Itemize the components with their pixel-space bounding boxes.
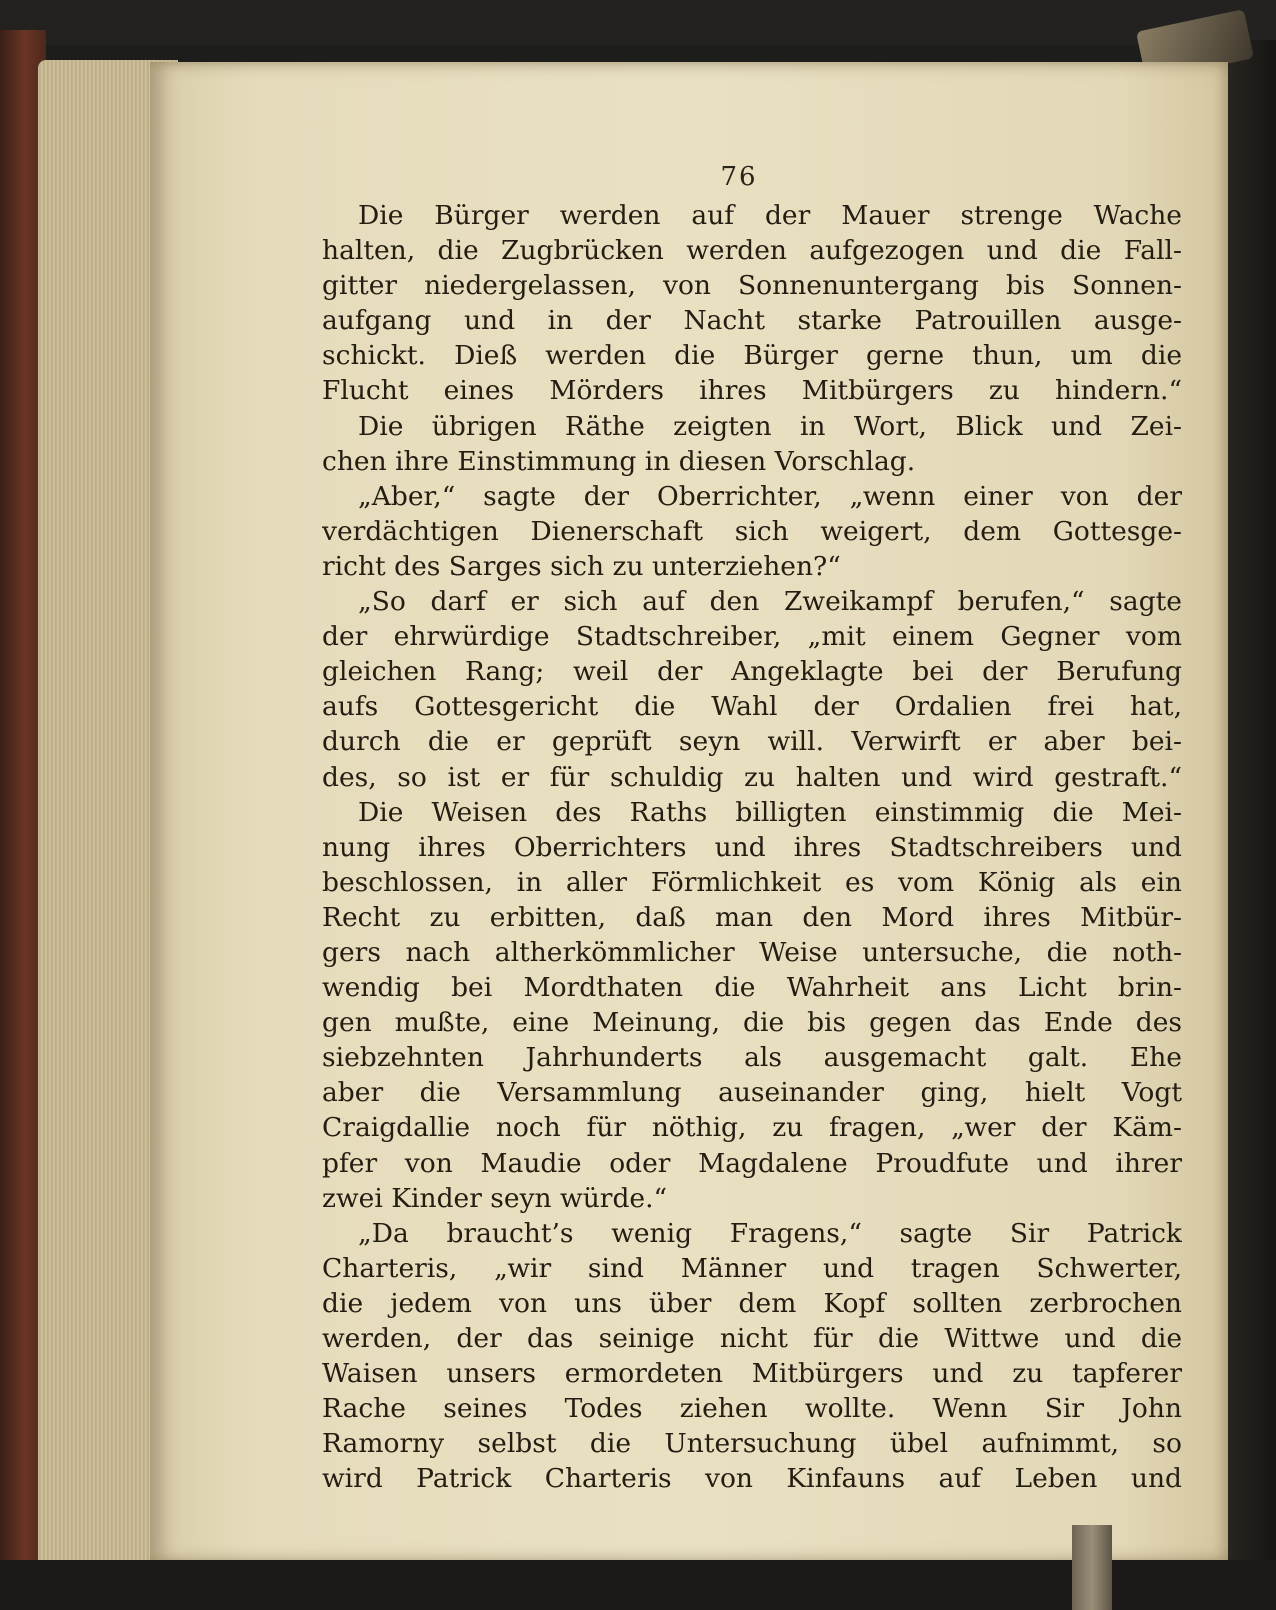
text-line: gleichen Rang; weil der Angeklagte bei der Berufung xyxy=(322,656,1182,688)
text-line: Recht zu erbitten, daß man den Mord ihres Mitbür- xyxy=(322,901,1182,933)
text-line: gitter niedergelassen, von Sonnenuntergang bis Sonnen- xyxy=(322,270,1182,302)
text-line: Die Bürger werden auf der Mauer strenge Wache xyxy=(358,200,1182,231)
text-line: schickt. Dieß werden die Bürger gerne thun, um die xyxy=(322,340,1182,372)
text-line: „Da braucht’s wenig Fragens,“ sagte Sir Patrick xyxy=(358,1217,1182,1249)
book-cover-right xyxy=(1224,40,1276,1610)
text-line: chen ihre Einstimmung in diesen Vorschlag. xyxy=(322,445,916,477)
text-line: wendig bei Mordthaten die Wahrheit ans Licht brin- xyxy=(322,972,1182,1004)
text-line: halten, die Zugbrücken werden aufgezogen und die Fall- xyxy=(322,235,1182,267)
text-line: Rache seines Todes ziehen wollte. Wenn Sir John xyxy=(322,1393,1182,1425)
bookmark-ribbon-bottom xyxy=(1072,1525,1112,1610)
text-line: Craigdallie noch für nöthig, zu fragen, „wer der Käm- xyxy=(322,1112,1182,1144)
book-cover-top xyxy=(0,0,1276,45)
text-line: die jedem von uns über dem Kopf sollten zerbrochen xyxy=(322,1287,1182,1319)
text-line: verdächtigen Dienerschaft sich weigert, dem Gottesge- xyxy=(322,515,1182,547)
page-number: 76 xyxy=(720,162,758,192)
text-line: Die übrigen Räthe zeigten in Wort, Blick und Zei- xyxy=(358,410,1182,442)
text-line: nung ihres Oberrichters und ihres Stadtschreibers und xyxy=(322,831,1182,863)
text-line: richt des Sarges sich zu unterziehen?“ xyxy=(322,550,841,582)
text-line: der ehrwürdige Stadtschreiber, „mit einem Gegner vom xyxy=(322,621,1182,653)
text-line: pfer von Maudie oder Magdalene Proudfute und ihrer xyxy=(322,1147,1182,1179)
text-line: aufgang und in der Nacht starke Patrouillen ausge- xyxy=(322,305,1182,337)
text-line: Ramorny selbst die Untersuchung übel aufnimmt, so xyxy=(322,1428,1182,1460)
text-line: Charteris, „wir sind Männer und tragen Schwerter, xyxy=(322,1252,1182,1284)
text-line: Flucht eines Mörders ihres Mitbürgers zu hindern.“ xyxy=(322,375,1182,407)
text-line: wird Patrick Charteris von Kinfauns auf Leben und xyxy=(322,1463,1182,1495)
text-line: Waisen unsers ermordeten Mitbürgers und zu tapferer xyxy=(322,1358,1182,1390)
text-line: aufs Gottesgericht die Wahl der Ordalien frei hat, xyxy=(322,691,1182,723)
text-line: gers nach altherkömmlicher Weise untersuche, die noth- xyxy=(322,936,1182,968)
text-line: siebzehnten Jahrhunderts als ausgemacht galt. Ehe xyxy=(322,1042,1182,1074)
text-line: aber die Versammlung auseinander ging, hielt Vogt xyxy=(322,1077,1182,1109)
text-line: des, so ist er für schuldig zu halten und wird gestraft.“ xyxy=(322,761,1182,793)
text-line: „Aber,“ sagte der Oberrichter, „wenn einer von der xyxy=(358,480,1182,512)
page-body-text xyxy=(322,198,1182,1496)
text-line: beschlossen, in aller Förmlichkeit es vom König als ein xyxy=(322,866,1182,898)
text-line: zwei Kinder seyn würde.“ xyxy=(322,1182,668,1214)
text-line: Die Weisen des Raths billigten einstimmig die Mei- xyxy=(358,796,1182,828)
text-line: werden, der das seinige nicht für die Wittwe und die xyxy=(322,1323,1182,1354)
text-line: „So darf er sich auf den Zweikampf berufen,“ sagte xyxy=(358,586,1182,618)
text-line: gen mußte, eine Meinung, die bis gegen das Ende des xyxy=(322,1007,1182,1039)
text-line: durch die er geprüft seyn will. Verwirft er aber bei- xyxy=(322,726,1182,758)
